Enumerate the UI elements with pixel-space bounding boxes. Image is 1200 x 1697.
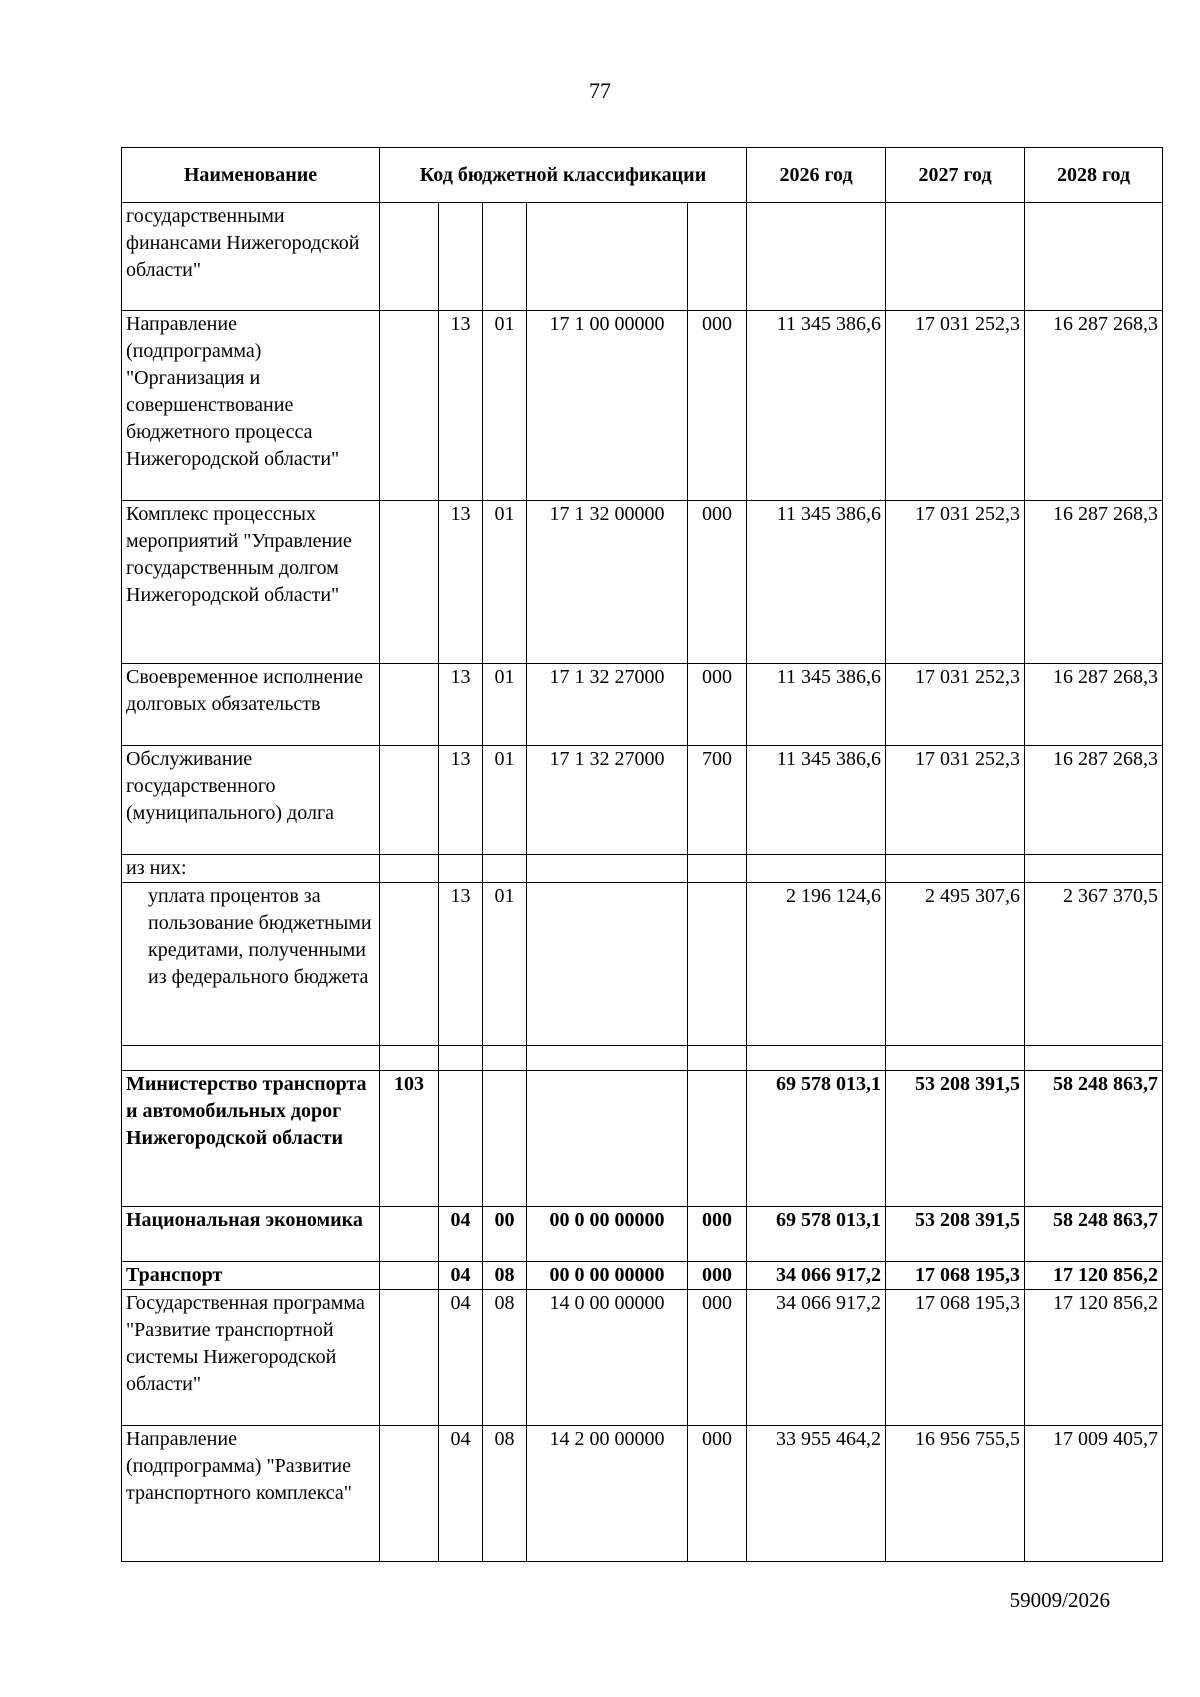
code-subsection: 08 [483,1290,527,1426]
value-2026: 69 578 013,1 [747,1071,886,1207]
code-admin [380,1426,439,1562]
header-2027: 2027 год [886,148,1025,203]
row-name: из них: [122,855,380,883]
code-subsection: 08 [483,1262,527,1290]
table-row [122,203,1163,311]
code-expense-type [688,883,747,1046]
code-target: 00 0 00 00000 [527,1207,688,1262]
code-subsection: 01 [483,311,527,501]
code-target: 14 0 00 00000 [527,1290,688,1426]
value-2028 [1025,855,1163,883]
value-2026: 34 066 917,2 [747,1290,886,1426]
row-name: государственными финансами Нижегородской области" [122,203,380,311]
code-subsection: 01 [483,501,527,664]
header-name: Наименование [122,148,380,203]
table-row [122,311,1163,501]
header-2026: 2026 год [747,148,886,203]
value-2027: 53 208 391,5 [886,1207,1025,1262]
table-row [122,1262,1163,1290]
code-admin [380,1262,439,1290]
code-subsection [483,855,527,883]
code-expense-type [688,855,747,883]
code-expense-type: 000 [688,1207,747,1262]
value-2026: 11 345 386,6 [747,664,886,746]
value-2028: 2 367 370,5 [1025,883,1163,1046]
code-section: 04 [439,1426,483,1562]
code-expense-type: 000 [688,664,747,746]
code-subsection: 01 [483,883,527,1046]
code-subsection: 01 [483,746,527,855]
value-2026 [747,855,886,883]
code-expense-type: 000 [688,311,747,501]
code-target: 14 2 00 00000 [527,1426,688,1562]
code-section [439,203,483,311]
row-name: уплата процентов за пользование бюджетными кредитами, полученными из федерального бюджета [122,883,380,1046]
code-section: 13 [439,501,483,664]
code-subsection [483,1046,527,1071]
value-2027: 17 068 195,3 [886,1262,1025,1290]
value-2028: 58 248 863,7 [1025,1207,1163,1262]
code-section: 13 [439,746,483,855]
code-section [439,1046,483,1071]
code-target: 17 1 00 00000 [527,311,688,501]
value-2028: 17 120 856,2 [1025,1262,1163,1290]
code-subsection: 01 [483,664,527,746]
row-name: Министерство транспорта и автомобильных дорог Нижегородской области [122,1071,380,1207]
code-expense-type: 000 [688,1290,747,1426]
value-2028: 17 120 856,2 [1025,1290,1163,1426]
code-admin [380,664,439,746]
code-section: 13 [439,311,483,501]
row-name [122,1046,380,1071]
code-admin [380,883,439,1046]
code-admin [380,311,439,501]
value-2027: 2 495 307,6 [886,883,1025,1046]
code-target [527,855,688,883]
code-section: 04 [439,1262,483,1290]
table-row [122,501,1163,664]
value-2028: 16 287 268,3 [1025,664,1163,746]
value-2026: 11 345 386,6 [747,746,886,855]
table-row [122,1071,1163,1207]
value-2027 [886,855,1025,883]
row-name: Транспорт [122,1262,380,1290]
code-expense-type: 000 [688,501,747,664]
budget-table [121,147,1163,1562]
table-header-row [122,148,1163,203]
code-admin [380,1046,439,1071]
code-admin [380,1207,439,1262]
value-2026: 34 066 917,2 [747,1262,886,1290]
row-name: Национальная экономика [122,1207,380,1262]
value-2026: 33 955 464,2 [747,1426,886,1562]
value-2027 [886,1046,1025,1071]
value-2027: 17 031 252,3 [886,311,1025,501]
table-row [122,1207,1163,1262]
row-name: Своевременное исполнение долговых обязательств [122,664,380,746]
value-2027: 17 031 252,3 [886,501,1025,664]
table-row [122,746,1163,855]
table-row-empty [122,1046,1163,1071]
value-2028 [1025,203,1163,311]
code-section: 13 [439,883,483,1046]
value-2028: 16 287 268,3 [1025,746,1163,855]
row-name: Направление (подпрограмма) "Развитие транспортного комплекса" [122,1426,380,1562]
code-section: 04 [439,1290,483,1426]
row-name: Обслуживание государственного (муниципального) долга [122,746,380,855]
code-expense-type: 000 [688,1426,747,1562]
value-2027: 17 031 252,3 [886,664,1025,746]
row-name: Комплекс процессных мероприятий "Управление государственным долгом Нижегородской области" [122,501,380,664]
code-expense-type: 000 [688,1262,747,1290]
code-target [527,203,688,311]
row-name: Направление (подпрограмма) "Организация и совершенствование бюджетного процесса Нижегородской области" [122,311,380,501]
code-admin [380,855,439,883]
code-expense-type [688,203,747,311]
table-row [122,1426,1163,1562]
value-2026: 69 578 013,1 [747,1207,886,1262]
value-2026: 2 196 124,6 [747,883,886,1046]
document-number: 59009/2026 [1009,1588,1110,1612]
row-name: Государственная программа "Развитие транспортной системы Нижегородской области" [122,1290,380,1426]
value-2028: 16 287 268,3 [1025,501,1163,664]
value-2028: 58 248 863,7 [1025,1071,1163,1207]
value-2027: 17 068 195,3 [886,1290,1025,1426]
code-section [439,1071,483,1207]
table-row [122,1290,1163,1426]
code-expense-type: 700 [688,746,747,855]
code-target [527,1071,688,1207]
code-expense-type [688,1046,747,1071]
value-2028: 17 009 405,7 [1025,1426,1163,1562]
value-2026: 11 345 386,6 [747,311,886,501]
code-admin [380,1290,439,1426]
page-number: 77 [589,78,611,103]
code-subsection [483,1071,527,1207]
value-2027 [886,203,1025,311]
code-admin [380,203,439,311]
value-2026: 11 345 386,6 [747,501,886,664]
header-code: Код бюджетной классификации [380,148,747,203]
code-section: 13 [439,664,483,746]
code-section: 04 [439,1207,483,1262]
value-2028: 16 287 268,3 [1025,311,1163,501]
value-2027: 17 031 252,3 [886,746,1025,855]
table-row [122,883,1163,1046]
code-subsection [483,203,527,311]
value-2026 [747,203,886,311]
code-admin: 103 [380,1071,439,1207]
code-admin [380,501,439,664]
code-section [439,855,483,883]
code-target: 17 1 32 27000 [527,664,688,746]
value-2027: 53 208 391,5 [886,1071,1025,1207]
code-expense-type [688,1071,747,1207]
value-2026 [747,1046,886,1071]
code-target: 17 1 32 00000 [527,501,688,664]
code-subsection: 00 [483,1207,527,1262]
code-subsection: 08 [483,1426,527,1562]
value-2028 [1025,1046,1163,1071]
value-2027: 16 956 755,5 [886,1426,1025,1562]
code-target [527,883,688,1046]
table-row [122,664,1163,746]
header-2028: 2028 год [1025,148,1163,203]
code-target: 17 1 32 27000 [527,746,688,855]
code-target: 00 0 00 00000 [527,1262,688,1290]
code-target [527,1046,688,1071]
table-row [122,855,1163,883]
code-admin [380,746,439,855]
